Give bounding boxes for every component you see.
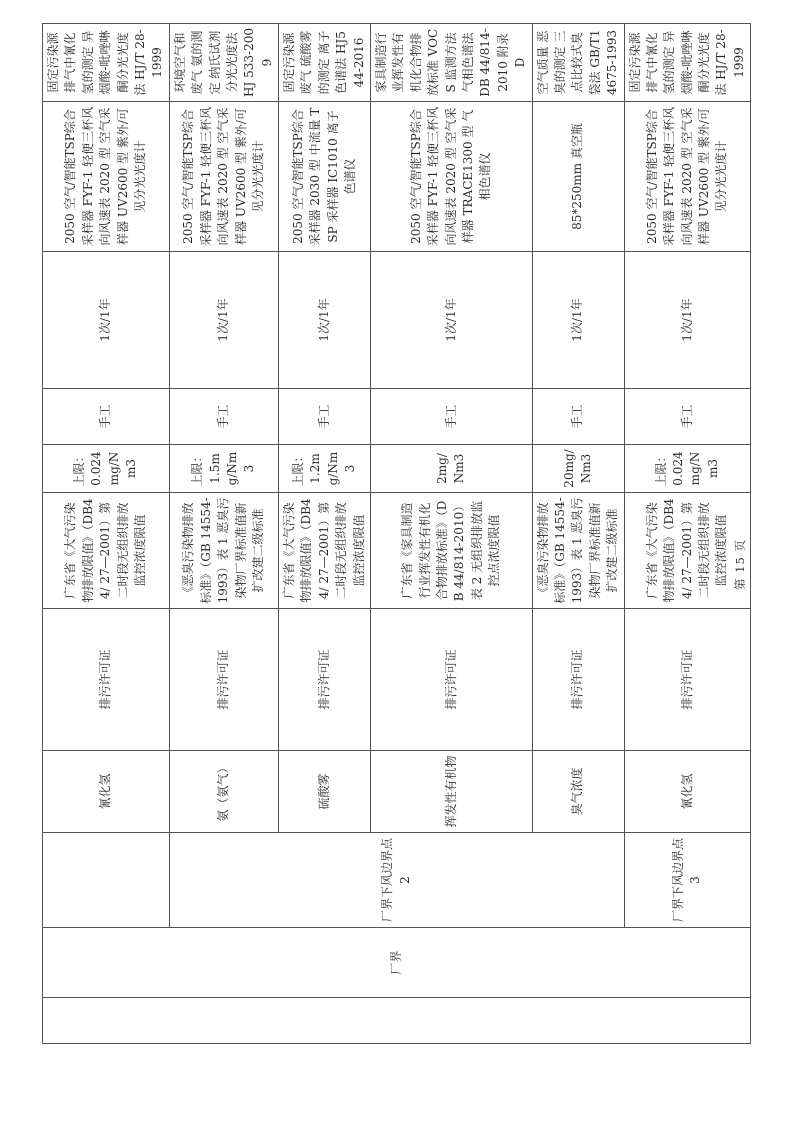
pollutant-cell: 氰化氢 [43, 751, 170, 833]
method-type-cell: 手工 [43, 389, 170, 445]
table-row [169, 24, 278, 1044]
limit-cell: 上限：1.2mg/Nm3 [279, 445, 371, 493]
instrument-cell: 2050 空气/智能TSP综合采样器 FYF-1 轻便三杯风向风速表 2020 型 空气采样器 TRACE1300 型 气相色谱仪 [371, 102, 533, 252]
analysis-method-cell: 家具制造行业挥发性有机化合物排放标准 VOCS 监测方法 气相色谱法 DB 44/814-2010 附录 D [371, 24, 533, 102]
table-row [624, 24, 751, 1044]
basis-cell: 排污许可证 [371, 609, 533, 751]
monitoring-table [42, 23, 751, 1044]
standard-cell: 《恶臭污染物排放标准》（GB 14554-1993）表 1 恶臭污染物厂界标准值新扩改建二级标准 [532, 493, 624, 609]
method-type-cell: 手工 [279, 389, 371, 445]
frequency-cell: 1次/1年 [532, 252, 624, 389]
method-type-cell: 手工 [532, 389, 624, 445]
analysis-method-cell: 固定污染源排气中氰化氢的测定 异烟酸-吡唑啉酮分光光度法 HJ/T 28-1999 [43, 24, 170, 102]
frequency-cell: 1次/1年 [279, 252, 371, 389]
instrument-cell: 2050 空气/智能TSP综合采样器 2030 型 中流量 TSP 采样器 IC1010 离子色谱仪 [279, 102, 371, 252]
analysis-method-cell: 固定污染源排气中氰化氢的测定 异烟酸-吡唑啉酮分光光度法 HJ/T 28-1999 [624, 24, 751, 102]
frequency-cell: 1次/1年 [624, 252, 751, 389]
analysis-method-cell: 空气质量 恶臭的测定 三点比较式臭袋法 GB/T14675-1993 [532, 24, 624, 102]
table-row [43, 24, 170, 1044]
blank-margin-cell [43, 998, 751, 1044]
instrument-cell: 2050 空气/智能TSP综合采样器 FYF-1 轻便三杯风向风速表 2020 型 空气采样器 UV2600 型 紫外/可见分光光度计 [169, 102, 278, 252]
limit-cell: 上限：0.024mg/Nm3 [624, 445, 751, 493]
basis-cell: 排污许可证 [624, 609, 751, 751]
instrument-cell: 85*250mm 真空瓶 [532, 102, 624, 252]
analysis-method-cell: 环境空气和废气 氨的测定 纳氏试剂分光光度法 HJ 533-2009 [169, 24, 278, 102]
basis-cell: 排污许可证 [43, 609, 170, 751]
pollutant-cell: 臭气浓度 [532, 751, 624, 833]
monitor-point-cell [43, 833, 170, 928]
standard-cell: 广东省《大气污染物排放限值》（DB44/ 27—2001）第二时段无组织排放监控浓度限值 [624, 493, 751, 609]
page-number: 第 15 页 [733, 539, 747, 590]
limit-cell: 20mg/Nm3 [532, 445, 624, 493]
instrument-cell: 2050 空气/智能TSP综合采样器 FYF-1 轻便三杯风向风速表 2020 型 空气采样器 UV2600 型 紫外/可见分光光度计 [43, 102, 170, 252]
monitor-point-cell: 厂界下风边界点 3 [624, 833, 751, 928]
frequency-cell: 1次/1年 [169, 252, 278, 389]
pollutant-cell: 挥发性有机物 [371, 751, 533, 833]
standard-cell: 广东省《大气污染物排放限值》（DB44/ 27—2001）第二时段无组织排放监控浓度限值 [279, 493, 371, 609]
method-type-cell: 手工 [371, 389, 533, 445]
method-type-cell: 手工 [624, 389, 751, 445]
basis-cell: 排污许可证 [532, 609, 624, 751]
limit-cell: 2mg/Nm3 [371, 445, 533, 493]
standard-cell: 广东省《大气污染物排放限值》（DB44/ 27—2001）第二时段无组织排放监控浓度限值 [43, 493, 170, 609]
method-type-cell: 手工 [169, 389, 278, 445]
basis-cell: 排污许可证 [279, 609, 371, 751]
analysis-method-cell: 固定污染源废气 硫酸雾的测定 离子色谱法 HJ544-2016 [279, 24, 371, 102]
standard-cell: 广东省《家具制造行业挥发性有机化合物排放标准》（DB 44/814-2010）表 2 无组织排放监控点浓度限值 [371, 493, 533, 609]
limit-cell: 上限：1.5mg/Nm3 [169, 445, 278, 493]
basis-cell: 排污许可证 [169, 609, 278, 751]
frequency-cell: 1次/1年 [371, 252, 533, 389]
limit-cell: 上限：0.024mg/Nm3 [43, 445, 170, 493]
instrument-cell: 2050 空气/智能TSP综合采样器 FYF-1 轻便三杯风向风速表 2020 型 空气采样器 UV2600 型 紫外/可见分光光度计 [624, 102, 751, 252]
pollutant-cell: 硫酸雾 [279, 751, 371, 833]
standard-cell: 《恶臭污染物排放标准》（GB 14554-1993）表 1 恶臭污染物厂界标准值新扩改建二级标准 [169, 493, 278, 609]
site-group-cell: 厂界 [43, 928, 751, 998]
frequency-cell: 1次/1年 [43, 252, 170, 389]
monitor-point-cell: 厂界下风边界点 2 [169, 833, 624, 928]
pollutant-cell: 氨（氨气） [169, 751, 278, 833]
pollutant-cell: 氰化氢 [624, 751, 751, 833]
